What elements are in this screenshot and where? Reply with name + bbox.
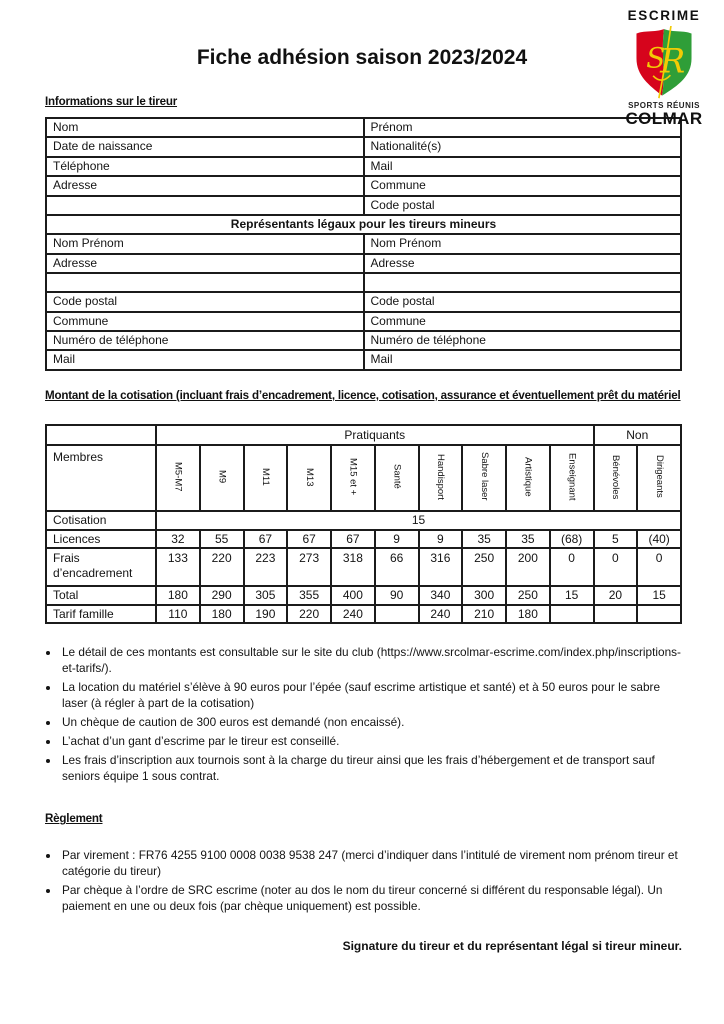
fee-cell: 355 <box>287 586 331 604</box>
fee-cell: 210 <box>462 605 506 623</box>
fee-row-label: Tarif famille <box>46 605 156 623</box>
fee-cell: (40) <box>637 530 681 548</box>
tireur-info-table <box>45 117 682 371</box>
licences-row <box>46 530 681 548</box>
fee-cell: 110 <box>156 605 200 623</box>
table-row <box>46 292 681 311</box>
fee-col-header <box>594 445 638 511</box>
fee-cell <box>375 605 419 623</box>
fee-col-header-label: Dirigeants <box>653 455 665 499</box>
fee-cell: 180 <box>506 605 550 623</box>
table-row <box>46 118 681 137</box>
table-row <box>46 176 681 195</box>
fee-col-header <box>244 445 288 511</box>
representants-legaux-header: Représentants légaux pour les tireurs mineurs <box>46 215 681 234</box>
info-cell: Nom Prénom <box>364 234 682 253</box>
fee-cell: 32 <box>156 530 200 548</box>
info-cell: Adresse <box>46 176 364 195</box>
fee-row-label: Total <box>46 586 156 604</box>
fee-col-header <box>462 445 506 511</box>
fee-col-header <box>156 445 200 511</box>
info-cell: Nom <box>46 118 364 137</box>
table-row <box>46 196 681 215</box>
table-row <box>46 350 681 369</box>
info-cell: Code postal <box>364 292 682 311</box>
fee-col-header <box>200 445 244 511</box>
table-separator-row <box>46 215 681 234</box>
club-logo-escrime-label: ESCRIME <box>627 8 701 23</box>
fee-cell: 250 <box>506 586 550 604</box>
fee-cell <box>550 605 594 623</box>
info-cell: Numéro de téléphone <box>46 331 364 350</box>
info-cell: Nom Prénom <box>46 234 364 253</box>
fee-col-header-label: Artistique <box>522 456 534 497</box>
fee-cell: 340 <box>419 586 463 604</box>
fee-cell: 240 <box>331 605 375 623</box>
fee-cell: 67 <box>331 530 375 548</box>
fee-row-label: Licences <box>46 530 156 548</box>
fee-col-header-label: Enseignant <box>566 453 578 501</box>
info-cell: Code postal <box>364 196 682 215</box>
fee-cell: 305 <box>244 586 288 604</box>
table-row <box>46 331 681 350</box>
cotisation-row <box>46 511 681 529</box>
fee-col-header <box>419 445 463 511</box>
fee-cell: 15 <box>156 511 681 529</box>
club-shield-icon <box>632 26 696 100</box>
club-logo <box>612 8 716 128</box>
table-row <box>46 254 681 273</box>
info-cell: Commune <box>46 312 364 331</box>
fee-col-header <box>637 445 681 511</box>
info-cell: Numéro de téléphone <box>364 331 682 350</box>
members-header-cell: Membres <box>46 445 156 511</box>
list-item: • Par chèque à l’ordre de SRC escrime (noter au dos le nom du tireur concerné si différent du responsable légal). Un paiement en une ou deux fois (par chèque uniquement) est possible. <box>60 882 682 915</box>
fee-col-header-label: Bénévoles <box>610 454 622 499</box>
fee-cell: 180 <box>156 586 200 604</box>
frais-encadrement-row <box>46 548 681 586</box>
fee-col-header <box>506 445 550 511</box>
info-cell: Commune <box>364 312 682 331</box>
fee-cell: 290 <box>200 586 244 604</box>
table-column-header-row <box>46 445 681 511</box>
club-logo-sports-reunis-label: SPORTS RÉUNIS <box>628 101 700 110</box>
section-heading-reglement: Règlement <box>45 812 103 826</box>
tarif-famille-row <box>46 605 681 623</box>
fee-cell: 67 <box>287 530 331 548</box>
table-row <box>46 234 681 253</box>
fee-cell: 316 <box>419 548 463 586</box>
cotisation-table <box>45 424 682 624</box>
fee-cell: 9 <box>375 530 419 548</box>
fee-cell: 66 <box>375 548 419 586</box>
group-header-pratiquants: Pratiquants <box>156 425 594 445</box>
info-cell: Date de naissance <box>46 137 364 156</box>
info-cell: Commune <box>364 176 682 195</box>
fee-cell: 318 <box>331 548 375 586</box>
fee-cell: 20 <box>594 586 638 604</box>
info-cell: Prénom <box>364 118 682 137</box>
info-cell <box>364 273 682 292</box>
fee-cell: 400 <box>331 586 375 604</box>
table-row <box>46 157 681 176</box>
fee-col-header-label: Sabre laser <box>478 452 490 502</box>
fee-cell: 35 <box>462 530 506 548</box>
fee-cell: 90 <box>375 586 419 604</box>
fee-col-header-label: Handisport <box>435 453 447 500</box>
fee-cell: (68) <box>550 530 594 548</box>
fee-cell <box>637 605 681 623</box>
info-cell <box>46 196 364 215</box>
list-item: • Un chèque de caution de 300 euros est demandé (non encaissé). <box>60 714 682 730</box>
total-row <box>46 586 681 604</box>
fee-cell: 67 <box>244 530 288 548</box>
info-cell <box>46 273 364 292</box>
club-logo-colmar-label: COLMAR <box>625 109 703 128</box>
fee-cell: 15 <box>637 586 681 604</box>
fee-cell: 190 <box>244 605 288 623</box>
fee-cell <box>594 605 638 623</box>
fee-cell: 200 <box>506 548 550 586</box>
list-item: • Par virement : FR76 4255 9100 0008 0038 9538 247 (merci d’indiquer dans l’intitulé de virement nom prénom tireur et catégorie du tireur) <box>60 847 682 880</box>
fee-col-header-label: Santé <box>391 464 403 490</box>
table-row <box>46 137 681 156</box>
fee-cell: 223 <box>244 548 288 586</box>
fee-cell: 180 <box>200 605 244 623</box>
fee-cell: 0 <box>637 548 681 586</box>
page-title: Fiche adhésion saison 2023/2024 <box>196 46 528 69</box>
fee-cell: 0 <box>550 548 594 586</box>
fee-cell: 5 <box>594 530 638 548</box>
list-item: • L’achat d’un gant d’escrime par le tireur est conseillé. <box>60 733 682 749</box>
list-item: • La location du matériel s’élève à 90 euros pour l’épée (sauf escrime artistique et santé) et à 50 euros pour le sabre laser (à régler à part de la cotisation) <box>60 679 682 712</box>
section-heading-informations: Informations sur le tireur <box>45 95 178 108</box>
table-row <box>46 273 681 292</box>
fee-cell: 15 <box>550 586 594 604</box>
fee-cell: 9 <box>419 530 463 548</box>
fee-cell: 35 <box>506 530 550 548</box>
table-row <box>46 312 681 331</box>
info-cell: Nationalité(s) <box>364 137 682 156</box>
fee-col-header-label: M13 <box>303 467 315 487</box>
fee-cell: 220 <box>200 548 244 586</box>
fee-cell: 250 <box>462 548 506 586</box>
fee-col-header <box>287 445 331 511</box>
section-heading-montant: Montant de la cotisation (incluant frais d’encadrement, licence, cotisation, assurance et éventuellement prêt du matériel <box>45 388 681 402</box>
fee-cell: 273 <box>287 548 331 586</box>
info-cell: Code postal <box>46 292 364 311</box>
fee-cell: 133 <box>156 548 200 586</box>
fee-col-header <box>331 445 375 511</box>
info-cell: Mail <box>364 350 682 369</box>
notes-list <box>60 644 682 784</box>
list-item: • Les frais d’inscription aux tournois sont à la charge du tireur ainsi que les frais d’hébergement et de transport sauf seniors équipe 1 sous contrat. <box>60 752 682 785</box>
list-item: • Le détail de ces montants est consultable sur le site du club (https://www.srcolmar-escrime.com/index.php/inscriptions-et-tarifs/). <box>60 644 682 677</box>
fee-col-header-label: M9 <box>216 470 228 484</box>
fee-col-header <box>550 445 594 511</box>
info-cell: Téléphone <box>46 157 364 176</box>
table-group-header-row <box>46 425 681 445</box>
info-cell: Mail <box>364 157 682 176</box>
fee-cell: 240 <box>419 605 463 623</box>
fee-row-label: Frais d’encadrement <box>46 548 156 586</box>
club-monogram-s: S <box>646 41 666 75</box>
fee-row-label: Cotisation <box>46 511 156 529</box>
info-cell: Mail <box>46 350 364 369</box>
corner-cell <box>46 425 156 445</box>
fee-cell: 220 <box>287 605 331 623</box>
fee-col-header <box>375 445 419 511</box>
reglement-list <box>60 847 682 915</box>
info-cell: Adresse <box>364 254 682 273</box>
fee-col-header-label: M11 <box>260 467 272 486</box>
fee-cell: 300 <box>462 586 506 604</box>
signature-instruction: Signature du tireur et du représentant légal si tireur mineur. <box>342 938 682 953</box>
fee-cell: 0 <box>594 548 638 586</box>
fee-col-header-label: M15 et + <box>347 458 359 496</box>
fee-col-header-label: M5-M7 <box>172 462 184 492</box>
info-cell: Adresse <box>46 254 364 273</box>
fee-cell: 55 <box>200 530 244 548</box>
club-monogram-r: R <box>660 41 686 81</box>
group-header-non: Non <box>594 425 682 445</box>
